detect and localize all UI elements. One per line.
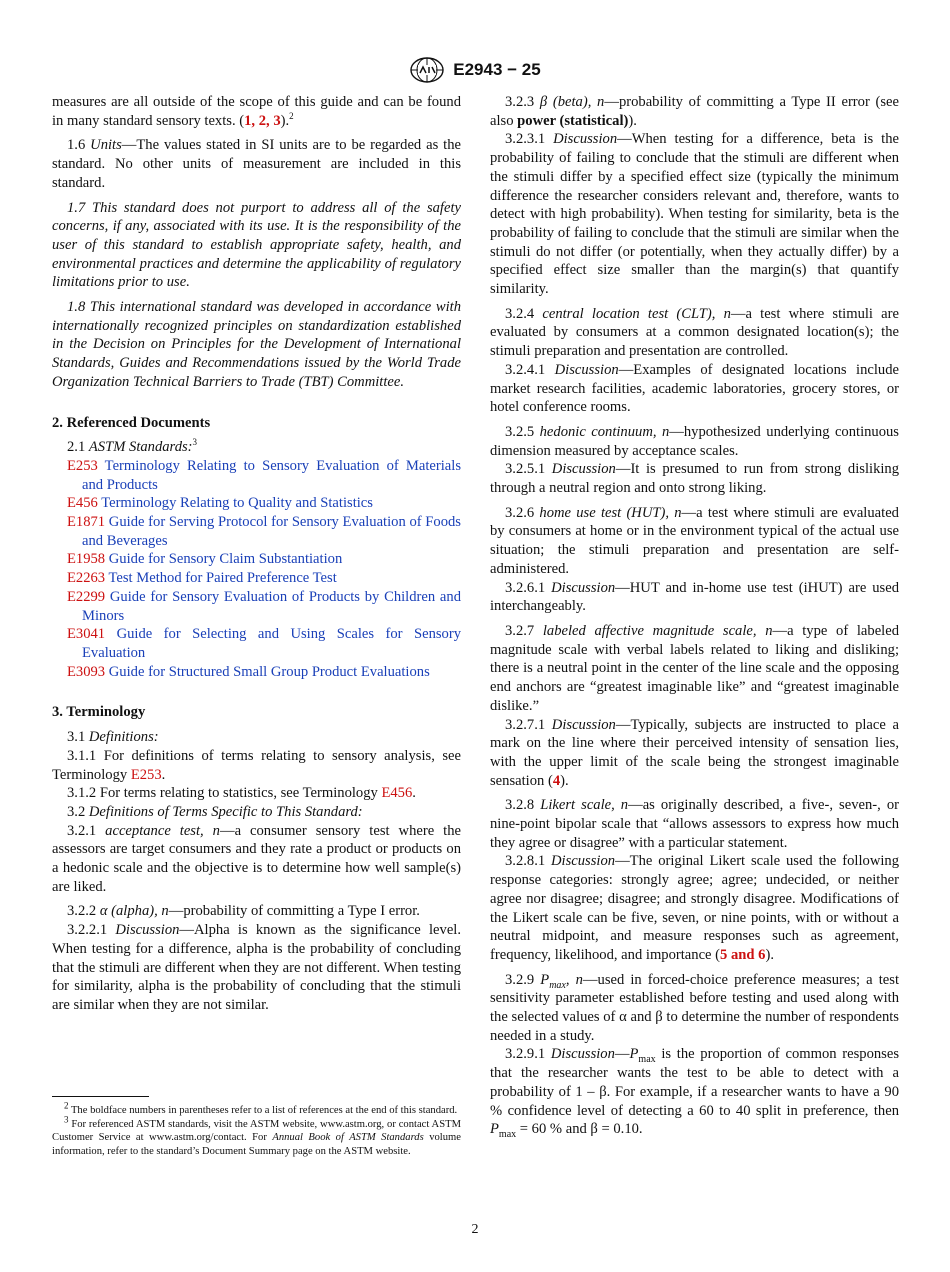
section-3-2-2-1: 3.2.2.1 Discussion—Alpha is known as the significance level. When testing for a difference, alpha is the probability of concluding that the stimuli are different when they are not different. When testing for similarity, alpha is the probability of concluding that the stimuli are similar when they are not similar. bbox=[52, 922, 461, 1013]
heading-referenced-documents: 2. Referenced Documents bbox=[52, 414, 211, 431]
section-3-2-3: 3.2.3 β (beta), n—probability of committing a Type II error (see also power (statistical)). bbox=[490, 94, 900, 129]
page-number: 2 bbox=[471, 1222, 479, 1237]
heading-terminology: 3. Terminology bbox=[52, 704, 146, 721]
ref-item[interactable]: E1871 Guide for Serving Protocol for Sensory Evaluation of Foods and Beverages bbox=[67, 514, 461, 549]
section-3-2-1: 3.2.1 acceptance test, n—a consumer sensory test where the assessors are target consumers and they rate a product or products on a hedonic scale and the objective is to determine how well sample(s) are liked. bbox=[52, 822, 461, 895]
section-3-2-8: 3.2.8 Likert scale, n—as originally described, a five-, seven-, or nine-point bipolar scale that “allows assessors to express how much they agree or disagree” with a particular statement. bbox=[490, 797, 899, 851]
section-2-1: 2.1 ASTM Standards:$^3$ bbox=[67, 437, 198, 456]
section-1-8: 1.8 This international standard was developed in accordance with internationally recognized principles on standardization established in the Decision on Principles for the Development of International Standards, Guides and Recommendations issued by the World Trade Organization Technical Barriers to Trade (TBT) Committee. bbox=[52, 299, 461, 390]
ref-item[interactable]: E3093 Guide for Structured Small Group Product Evaluations bbox=[67, 663, 430, 680]
section-3-2-9: 3.2.9 $P_{max}$, n—used in forced-choice preference measures; a test sensitivity parameter established before testing and used along with the selected values of α and β to determine the number of respondents needed in a study. bbox=[490, 971, 900, 1044]
ref-link-2[interactable]: 2 bbox=[258, 112, 267, 129]
astm-logo-icon bbox=[409, 56, 445, 84]
section-3-2-9-1: 3.2.9.1 $Discussion—P_{max}$ is the proportion of common responses that the researcher wants the test to be able to detect with a probability of 1 – β. For example, if a researcher wants to have a 90 % confidence level of detecting a 60 to 40 split in preference, then $P_{max} = 60$ % and β = 0.10. bbox=[490, 1046, 899, 1141]
ref-item[interactable]: E1958 Guide for Sensory Claim Substantiation bbox=[67, 551, 343, 568]
section-3-2-5: 3.2.5 hedonic continuum, n—hypothesized underlying continuous dimension measured by acceptance scales. bbox=[490, 423, 899, 459]
ref-link-5-6[interactable]: 5 and 6 bbox=[720, 946, 766, 963]
section-3-2-8-1: 3.2.8.1 Discussion—The original Likert scale used the following response categories: strongly agree; agree; undecided, or neither agree nor disagree; disagree; and strongly disagree. Modifications of the Likert scale can be five, seven, or nine points, with or without a neutral midpoint, and measure responses such as agreement, frequency, likelihood, and importance (5 and 6). bbox=[490, 853, 900, 963]
section-3-2-5-1: 3.2.5.1 Discussion—It is presumed to run from strong disliking through a neutral region and onto strong liking. bbox=[490, 461, 900, 497]
section-1-6: 1.6 Units—The values stated in SI units are to be regarded as the standard. No other units of measurement are included in this standard. bbox=[52, 137, 462, 191]
footnote-mark-2: 2 bbox=[289, 110, 294, 121]
section-1-7: 1.7 This standard does not purport to address all of the safety concerns, if any, associated with its use. It is the responsibility of the user of this standard to establish appropriate safety, health, and environmental practices and determine the applicability of regulatory limitations prior to use. bbox=[52, 199, 461, 291]
paragraph-continuation: measures are all outside of the scope of this guide and can be found in many standard sensory texts. (1, 2, 3).$^2$ bbox=[52, 94, 461, 129]
right-column bbox=[490, 93, 899, 1145]
footnote-2: $^2$ The boldface numbers in parentheses refer to a list of references at the end of this standard. bbox=[64, 1100, 458, 1116]
section-3-2-7: 3.2.7 labeled affective magnitude scale, n—a type of labeled magnitude scale with verbal labels related to liking and disliking; there is a neutral point in the center of the line scale and the opposing end anchors are “greatest imaginable like” and “greatest imaginable dislike.” bbox=[490, 622, 900, 714]
section-3-2-2: 3.2.2 α (alpha), n—probability of committing a Type I error. bbox=[67, 903, 420, 920]
section-3-2: 3.2 Definitions of Terms Specific to This Standard: bbox=[67, 803, 363, 820]
page-header bbox=[0, 56, 950, 84]
section-3-1-1: 3.1.1 For definitions of terms relating to sensory analysis, see Terminology E253. bbox=[52, 747, 461, 783]
ref-item[interactable]: E456 Terminology Relating to Quality and Statistics bbox=[67, 495, 373, 512]
section-3-2-6: 3.2.6 home use test (HUT), n—a test where stimuli are evaluated by consumers at home or in the environment typical of the actual use situation; the stimuli preparation and presentation are self-administered. bbox=[490, 504, 899, 577]
ref-link-1[interactable]: 1 bbox=[244, 112, 252, 129]
section-3-2-4-1: 3.2.4.1 Discussion—Examples of designated locations include market research facilities, academic laboratories, grocery stores, or hotel conference rooms. bbox=[490, 361, 899, 416]
footnote-rule bbox=[52, 1096, 149, 1097]
footnote-3: $^3$ For referenced ASTM standards, visit the ASTM website, www.astm.org, or contact ASTM Customer Service at www.astm.org/contact. For Annual Book of ASTM Standards volume information, refer to the standard’s Document Summary page on the ASTM website. bbox=[52, 1114, 461, 1158]
section-3-1-2: 3.1.2 For terms relating to statistics, see Terminology E456. bbox=[67, 785, 416, 802]
ref-link-4[interactable]: 4 bbox=[552, 772, 561, 789]
section-3-2-7-1: 3.2.7.1 Discussion—Typically, subjects are instructed to place a mark on the line where their perceived intensity of sensation lies, with the upper limit of the scale being the strongest imaginable sensation (4). bbox=[490, 716, 899, 789]
section-3-1: 3.1 Definitions: bbox=[67, 729, 159, 746]
ref-item[interactable]: E3041 Guide for Selecting and Using Scales for Sensory Evaluation bbox=[67, 626, 461, 661]
standard-code: E2943 − 25 bbox=[453, 60, 541, 79]
section-3-2-6-1: 3.2.6.1 Discussion—HUT and in-home use test (iHUT) are used interchangeably. bbox=[490, 579, 900, 615]
reference-list bbox=[52, 457, 461, 681]
term-link-e253[interactable]: E253 bbox=[130, 766, 162, 783]
ref-link-3[interactable]: 3 bbox=[273, 112, 281, 129]
ref-item[interactable]: E2263 Test Method for Paired Preference Test bbox=[67, 570, 337, 587]
section-3-2-3-1: 3.2.3.1 Discussion—When testing for a difference, beta is the probability of failing to conclude that the stimuli are different when the stimuli differ by a specified effect size (typically the minimum difference the researcher considers relevant and, therefore, wants to detect with high probability). When testing for similarity, beta is the probability of failing to conclude that the stimuli are similar when the stimuli do not differ (or potentially, when they actually differ) by a specified effect size smaller than the margin(s) that quantify similarity. bbox=[490, 131, 899, 298]
section-3-2-4: 3.2.4 central location test (CLT), n—a test where stimuli are evaluated by consumers at a common designated location(s); the stimuli preparation and presentation are controlled. bbox=[490, 305, 899, 360]
left-column bbox=[52, 93, 461, 1021]
footnotes bbox=[52, 1100, 461, 1159]
ref-item[interactable]: E253 Terminology Relating to Sensory Evaluation of Materials and Products bbox=[67, 457, 461, 493]
term-link-e456[interactable]: E456 bbox=[381, 785, 413, 802]
ref-item[interactable]: E2299 Guide for Sensory Evaluation of Products by Children and Minors bbox=[67, 588, 461, 624]
